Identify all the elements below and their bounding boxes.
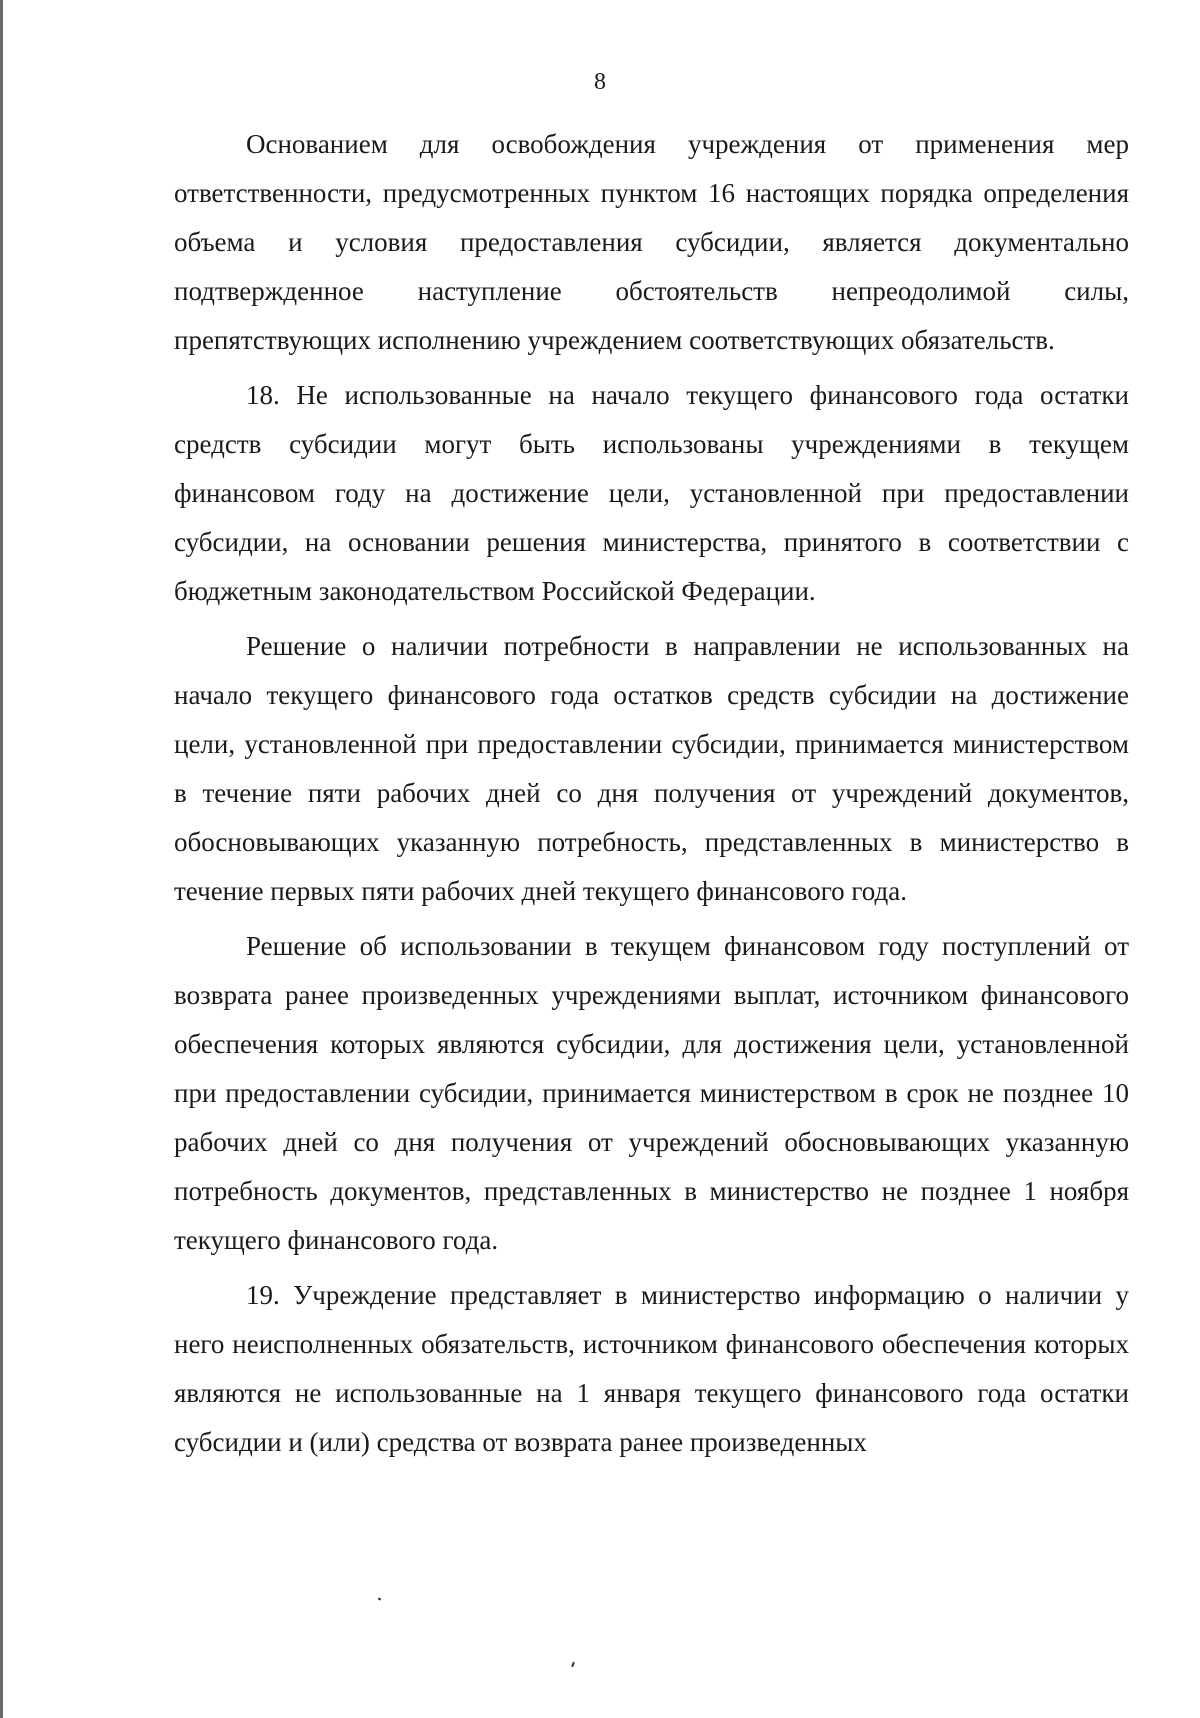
- page-edge: [0, 0, 3, 1718]
- paragraph: Решение об использовании в текущем финансовом году поступлений от возврата ранее произведенных учреждениями выплат, источником финансового обеспечения которых являются субсидии, для достижения цели, установленной при предоставлении субсидии, принимается министерством в срок не позднее 10 рабочих дней со дня получения от учреждений обосновывающих указанную потребность документов, представленных в министерство не позднее 1 ноября текущего финансового года.: [174, 931, 1129, 1255]
- paragraph: 19. Учреждение представляет в министерство информацию о наличии у него неисполненных обязательств, источником финансового обеспечения которых являются не использованные на 1 января текущего финансового года остатки субсидии и (или) средства от возврата ранее произведенных: [174, 1280, 1129, 1457]
- scan-speck: [571, 1662, 575, 1667]
- page-number: 8: [594, 69, 606, 95]
- paragraph: Основанием для освобождения учреждения от применения мер ответственности, предусмотренных пунктом 16 настоящих порядка определения объема и условия предоставления субсидии, является документально подтвержденное наступление обстоятельств непреодолимой силы, препятствующих исполнению учреждением соответствующих обязательств.: [174, 129, 1129, 355]
- document-body: [174, 120, 1129, 1473]
- scan-speck: [378, 1597, 382, 1600]
- paragraph: Решение о наличии потребности в направлении не использованных на начало текущего финансового года остатков средств субсидии на достижение цели, установленной при предоставлении субсидии, принимается министерством в течение пяти рабочих дней со дня получения от учреждений документов, обосновывающих указанную потребность, представленных в министерство в течение первых пяти рабочих дней текущего финансового года.: [174, 631, 1129, 906]
- paragraph: 18. Не использованные на начало текущего финансового года остатки средств субсидии могут быть использованы учреждениями в текущем финансовом году на достижение цели, установленной при предоставлении субсидии, на основании решения министерства, принятого в соответствии с бюджетным законодательством Российской Федерации.: [174, 380, 1129, 606]
